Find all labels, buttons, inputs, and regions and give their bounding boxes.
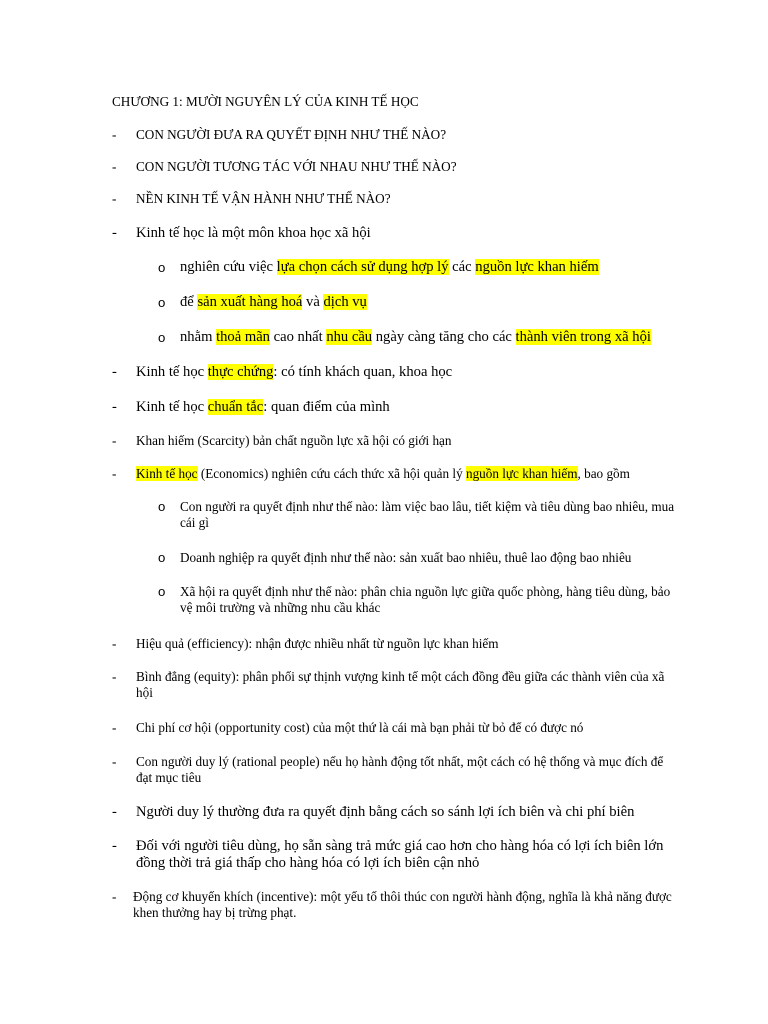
dash-marker: - bbox=[112, 466, 117, 481]
bullet-marker: o bbox=[158, 499, 166, 514]
paragraph-economics-definition: Kinh tế học là một môn khoa học xã hội bbox=[136, 225, 371, 241]
sub-item-firms-decide: Doanh nghiệp ra quyết định như thế nào: sản xuất bao nhiêu, thuê lao động bao nhiêu bbox=[180, 550, 632, 565]
chapter-heading: CHƯƠNG 1: MƯỜI NGUYÊN LÝ CỦA KINH TẾ HỌC bbox=[112, 94, 419, 109]
dash-marker: - bbox=[112, 720, 117, 735]
dash-marker: - bbox=[112, 159, 117, 174]
highlight: nhu cầu bbox=[326, 329, 373, 345]
question-3: NỀN KINH TẾ VẬN HÀNH NHƯ THẾ NÀO? bbox=[136, 191, 391, 206]
question-2: CON NGƯỜI TƯƠNG TÁC VỚI NHAU NHƯ THẾ NÀO? bbox=[136, 159, 457, 174]
dash-marker: - bbox=[112, 127, 117, 142]
paragraph-economics-scope: Kinh tế học (Economics) nghiên cứu cách thức xã hội quản lý nguồn lực khan hiếm, bao gồm bbox=[136, 466, 630, 481]
paragraph-efficiency: Hiệu quả (efficiency): nhận được nhiều nhất từ nguồn lực khan hiếm bbox=[136, 636, 499, 651]
paragraph-equity: Bình đẳng (equity): phân phối sự thịnh vượng kinh tế một cách đồng đều giữa các thành viên của xã hội bbox=[136, 669, 665, 700]
paragraph-rational-people: Con người duy lý (rational people) nếu họ hành động tốt nhất, một cách có hệ thống và mục đích để đạt mục tiêu bbox=[136, 754, 664, 785]
dash-marker: - bbox=[112, 636, 117, 651]
highlight: chuẩn tắc bbox=[207, 399, 264, 415]
bullet-marker: o bbox=[158, 550, 166, 565]
bullet-marker: o bbox=[158, 260, 166, 275]
dash-marker: - bbox=[112, 889, 117, 904]
question-1: CON NGƯỜI ĐƯA RA QUYẾT ĐỊNH NHƯ THẾ NÀO? bbox=[136, 127, 447, 142]
paragraph-marginal-decision: Người duy lý thường đưa ra quyết định bằng cách so sánh lợi ích biên và chi phí biên bbox=[136, 804, 635, 820]
highlight: nguồn lực khan hiếm bbox=[465, 466, 578, 481]
dash-marker: - bbox=[112, 191, 117, 206]
highlight: sản xuất hàng hoá bbox=[197, 294, 303, 310]
dash-marker: - bbox=[112, 669, 117, 684]
highlight: thực chứng bbox=[207, 364, 274, 380]
paragraph-normative-economics: Kinh tế học chuẩn tắc: quan điểm của mình bbox=[136, 399, 390, 415]
paragraph-consumer-willingness: Đối với người tiêu dùng, họ sẵn sàng trả mức giá cao hơn cho hàng hóa có lợi ích biên lớn đồng thời trả giá thấp cho hàng hóa có lợi ích biên cận nhỏ bbox=[136, 838, 664, 871]
highlight: nguồn lực khan hiếm bbox=[475, 259, 599, 275]
dash-marker: - bbox=[112, 754, 117, 769]
bullet-marker: o bbox=[158, 584, 166, 599]
bullet-marker: o bbox=[158, 295, 166, 310]
highlight: Kinh tế học bbox=[136, 466, 198, 481]
highlight: dịch vụ bbox=[323, 294, 367, 310]
paragraph-positive-economics: Kinh tế học thực chứng: có tính khách quan, khoa học bbox=[136, 364, 453, 380]
dash-marker: - bbox=[112, 399, 117, 415]
dash-marker: - bbox=[112, 838, 117, 854]
dash-marker: - bbox=[112, 225, 117, 241]
highlight: thoả mãn bbox=[216, 329, 270, 345]
dash-marker: - bbox=[112, 433, 117, 448]
dash-marker: - bbox=[112, 364, 117, 380]
sub-item-study: nghiên cứu việc lựa chọn cách sử dụng hợp lý các nguồn lực khan hiếm bbox=[180, 259, 599, 275]
bullet-marker: o bbox=[158, 330, 166, 345]
sub-item-produce: để sản xuất hàng hoá và dịch vụ bbox=[180, 294, 367, 310]
highlight: lựa chọn cách sử dụng hợp lý bbox=[276, 259, 449, 275]
dash-marker: - bbox=[112, 804, 117, 820]
paragraph-incentive: Động cơ khuyến khích (incentive): một yếu tố thôi thúc con người hành động, nghĩa là khả năng được khen thưởng hay bị trừng phạt. bbox=[133, 889, 672, 920]
sub-item-satisfy: nhằm thoả mãn cao nhất nhu cầu ngày càng tăng cho các thành viên trong xã hội bbox=[180, 329, 651, 345]
sub-item-people-decide: Con người ra quyết định như thế nào: làm việc bao lâu, tiết kiệm và tiêu dùng bao nhiêu, mua cái gì bbox=[180, 499, 675, 530]
paragraph-scarcity: Khan hiếm (Scarcity) bản chất nguồn lực xã hội có giới hạn bbox=[136, 433, 452, 448]
paragraph-opportunity-cost: Chi phí cơ hội (opportunity cost) của một thứ là cái mà bạn phải từ bỏ để có được nó bbox=[136, 720, 584, 735]
sub-item-society-decides: Xã hội ra quyết định như thế nào: phân chia nguồn lực giữa quốc phòng, hàng tiêu dùng, bảo vệ môi trường và những nhu cầu khác bbox=[180, 584, 671, 615]
highlight: thành viên trong xã hội bbox=[515, 329, 651, 345]
